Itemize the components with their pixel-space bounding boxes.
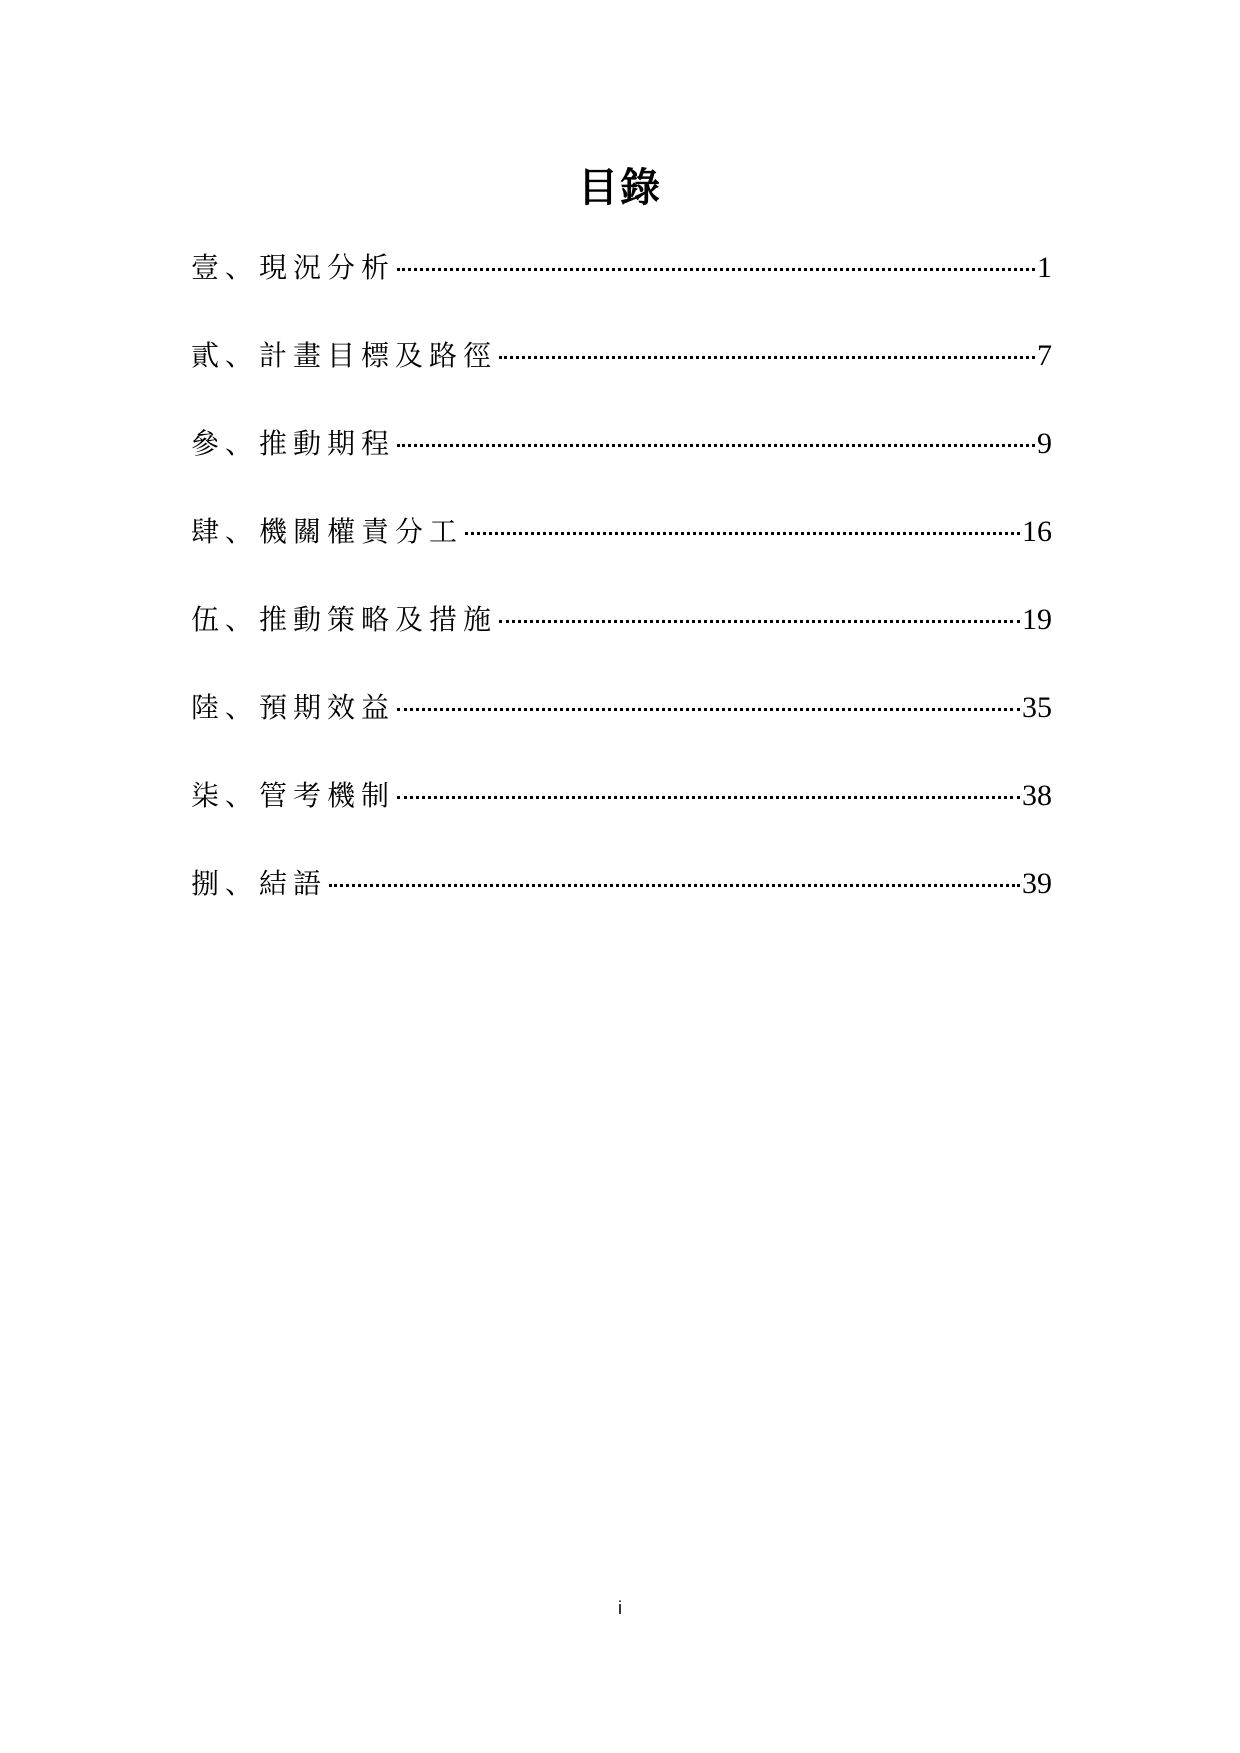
page-title: 目錄 bbox=[578, 165, 662, 211]
toc-entry-6[interactable] bbox=[191, 688, 1052, 776]
dot-leader bbox=[499, 356, 1035, 359]
toc-entry-page: 19 bbox=[1022, 603, 1052, 636]
toc-entry-page: 16 bbox=[1022, 515, 1052, 548]
toc-entry-5[interactable] bbox=[191, 600, 1052, 688]
toc-entry-page: 39 bbox=[1022, 867, 1052, 900]
table-of-contents bbox=[191, 248, 1052, 952]
toc-entry-label: 伍、推動策略及措施 bbox=[191, 603, 498, 636]
toc-entry-label: 貳、計畫目標及路徑 bbox=[191, 339, 498, 372]
toc-entry-label: 柒、管考機制 bbox=[191, 779, 396, 812]
toc-entry-7[interactable] bbox=[191, 776, 1052, 864]
toc-entry-8[interactable] bbox=[191, 864, 1052, 952]
dot-leader bbox=[397, 268, 1035, 271]
toc-entry-1[interactable] bbox=[191, 248, 1052, 336]
toc-entry-label: 陸、預期效益 bbox=[191, 691, 396, 724]
toc-entry-4[interactable] bbox=[191, 512, 1052, 600]
toc-entry-page: 1 bbox=[1037, 251, 1052, 284]
toc-entry-label: 捌、結語 bbox=[191, 867, 328, 900]
dot-leader bbox=[465, 532, 1020, 535]
dot-leader bbox=[397, 708, 1020, 711]
toc-entry-label: 參、推動期程 bbox=[191, 427, 396, 460]
dot-leader bbox=[499, 620, 1020, 623]
toc-entry-3[interactable] bbox=[191, 424, 1052, 512]
dot-leader bbox=[397, 796, 1020, 799]
page-number: i bbox=[618, 1598, 622, 1618]
toc-entry-page: 7 bbox=[1037, 339, 1052, 372]
toc-entry-2[interactable] bbox=[191, 336, 1052, 424]
toc-entry-label: 肆、機關權責分工 bbox=[191, 515, 464, 548]
dot-leader bbox=[329, 884, 1020, 887]
toc-entry-label: 壹、現況分析 bbox=[191, 251, 396, 284]
toc-entry-page: 35 bbox=[1022, 691, 1052, 724]
toc-entry-page: 38 bbox=[1022, 779, 1052, 812]
toc-entry-page: 9 bbox=[1037, 427, 1052, 460]
dot-leader bbox=[397, 444, 1035, 447]
